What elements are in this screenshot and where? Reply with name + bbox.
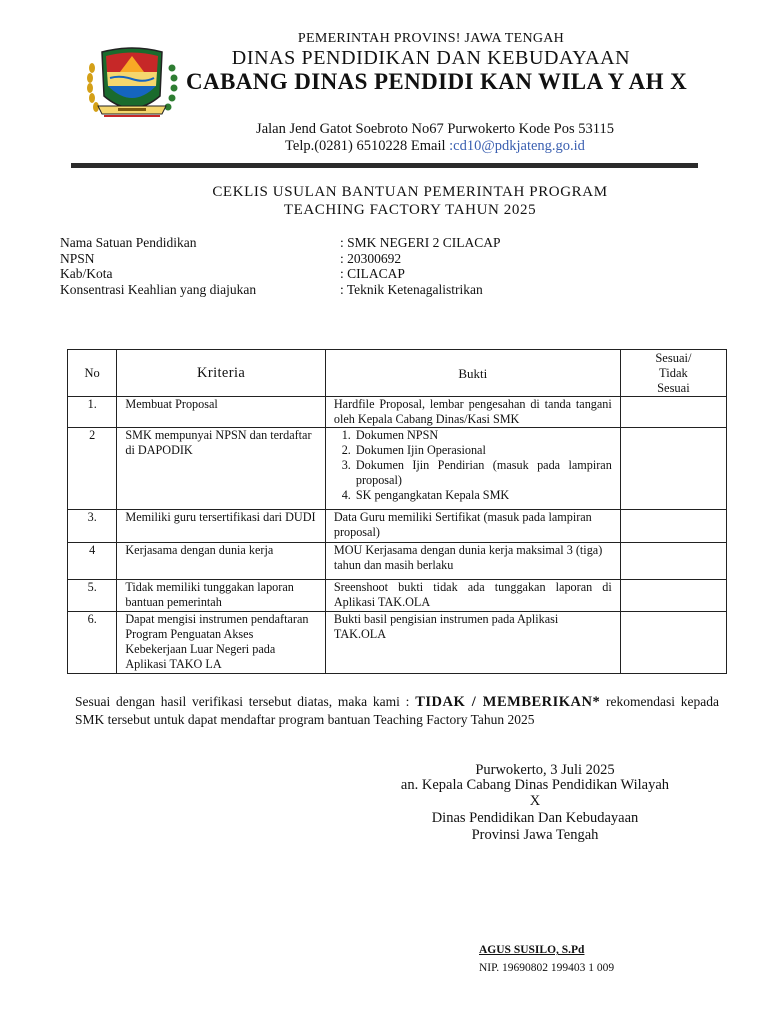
header-address: Jalan Jend Gatot Soebroto No67 Purwokerto Kode Pos 53115	[256, 121, 614, 137]
col-header-no: No	[68, 350, 117, 397]
cell-sesuai[interactable]	[620, 510, 726, 543]
table-row	[68, 428, 727, 510]
header-email-link[interactable]: :cd10@pdkjateng.go.id	[449, 138, 585, 154]
cell-no: 2	[68, 428, 117, 510]
statement-prefix: Sesuai dengan hasil verifikasi tersebut diatas, maka kami :	[75, 694, 410, 709]
header-agency-line: DINAS PENDIDIKAN DAN KEBUDAYAAN	[231, 47, 631, 69]
table-row	[68, 397, 727, 428]
document-title: CEKLIS USULAN BANTUAN PEMERINTAH PROGRAM	[212, 184, 608, 200]
cell-kriteria: Dapat mengisi instrumen pendaftaran Program Penguatan Akses Kebekerjaan Luar Negeri pada Aplikasi TAKO LA	[117, 612, 326, 674]
signer-name: AGUS SUSILO, S.Pd	[479, 944, 585, 956]
table-header-row	[68, 350, 727, 397]
info-value: : 20300692	[340, 250, 402, 266]
bukti-list	[334, 428, 612, 503]
col-header-kriteria: Kriteria	[117, 350, 326, 397]
info-label: Nama Satuan Pendidikan	[60, 235, 197, 250]
signature-line-3: Dinas Pendidikan Dan Kebudayaan	[431, 810, 639, 826]
recommendation-statement	[75, 693, 719, 728]
letterhead-divider	[71, 163, 698, 168]
list-item: 1. Dokumen NPSN	[354, 428, 612, 443]
header-email-label: Email	[410, 138, 446, 154]
statement-suffix: rekomendasi kepada SMK tersebut untuk dapat mendaftar program bantuan Teaching Factory Tahun 2025	[75, 694, 719, 727]
info-value: : CILACAP	[340, 266, 405, 282]
table-row	[68, 510, 727, 543]
info-value: : SMK NEGERI 2 CILACAP	[340, 235, 501, 250]
jawa-tengah-crest-icon	[80, 42, 184, 124]
cell-sesuai[interactable]	[620, 428, 726, 510]
table-row	[68, 612, 727, 674]
cell-no: 1.	[68, 397, 117, 428]
cell-bukti: Sreenshoot bukti tidak ada tunggakan laporan di Aplikasi TAK.OLA	[325, 580, 620, 612]
signature-line-2: X	[529, 793, 541, 809]
cell-no: 4	[68, 543, 117, 580]
info-label: NPSN	[60, 250, 95, 266]
header-government-line: PEMERINTAH PROVINS! JAWA TENGAH	[297, 31, 565, 46]
cell-bukti	[325, 428, 620, 510]
header-phone: Telp.(0281) 6510228	[285, 138, 408, 154]
table-row	[68, 580, 727, 612]
list-item: 3. Dokumen Ijin Pendirian (masuk pada lampiran proposal)	[354, 458, 612, 488]
header-branch-line: CABANG DINAS PENDIDI KAN WILA Y AH X	[186, 69, 688, 94]
cell-kriteria: Kerjasama dengan dunia kerja	[117, 543, 326, 580]
cell-no: 5.	[68, 580, 117, 612]
cell-sesuai[interactable]	[620, 543, 726, 580]
signature-place-date: Purwokerto, 3 Juli 2025	[475, 762, 615, 778]
col-header-sesuai-label: Sesuai/ Tidak Sesuai	[655, 350, 692, 395]
cell-kriteria: SMK mempunyai NPSN dan terdaftar di DAPODIK	[117, 428, 326, 510]
list-item: 2. Dokumen Ijin Operasional	[354, 443, 612, 458]
signer-nip: NIP. 19690802 199403 1 009	[479, 962, 615, 974]
cell-sesuai[interactable]	[620, 397, 726, 428]
table-row	[68, 543, 727, 580]
header-contact	[200, 138, 670, 155]
cell-bukti: Hardfile Proposal, lembar pengesahan di tanda tangani oleh Kepala Cabang Dinas/Kasi SMK	[325, 397, 620, 428]
cell-bukti: Data Guru memiliki Sertifikat (masuk pada lampiran proposal)	[325, 510, 620, 543]
col-header-sesuai	[620, 350, 726, 397]
col-header-bukti: Bukti	[325, 350, 620, 397]
cell-no: 3.	[68, 510, 117, 543]
cell-bukti: MOU Kerjasama dengan dunia kerja maksimal 3 (tiga) tahun dan masih berlaku	[325, 543, 620, 580]
document-subtitle: TEACHING FACTORY TAHUN 2025	[283, 202, 537, 218]
cell-kriteria: Membuat Proposal	[117, 397, 326, 428]
info-value: : Teknik Ketenagalistrikan	[340, 281, 483, 297]
signature-line-1: an. Kepala Cabang Dinas Pendidikan Wilayah	[400, 777, 670, 793]
cell-no: 6.	[68, 612, 117, 674]
statement-decision: TIDAK / MEMBERIKAN*	[415, 694, 601, 710]
cell-sesuai[interactable]	[620, 612, 726, 674]
cell-sesuai[interactable]	[620, 580, 726, 612]
info-label: Kab/Kota	[60, 266, 113, 282]
cell-kriteria: Tidak memiliki tunggakan laporan bantuan pemerintah	[117, 580, 326, 612]
list-item: 4. SK pengangkatan Kepala SMK	[354, 488, 612, 503]
cell-kriteria: Memiliki guru tersertifikasi dari DUDI	[117, 510, 326, 543]
criteria-table	[67, 349, 727, 674]
info-label: Konsentrasi Keahlian yang diajukan	[60, 281, 257, 297]
signature-line-4: Provinsi Jawa Tengah	[471, 827, 599, 843]
cell-bukti: Bukti basil pengisian instrumen pada Aplikasi TAK.OLA	[325, 612, 620, 674]
